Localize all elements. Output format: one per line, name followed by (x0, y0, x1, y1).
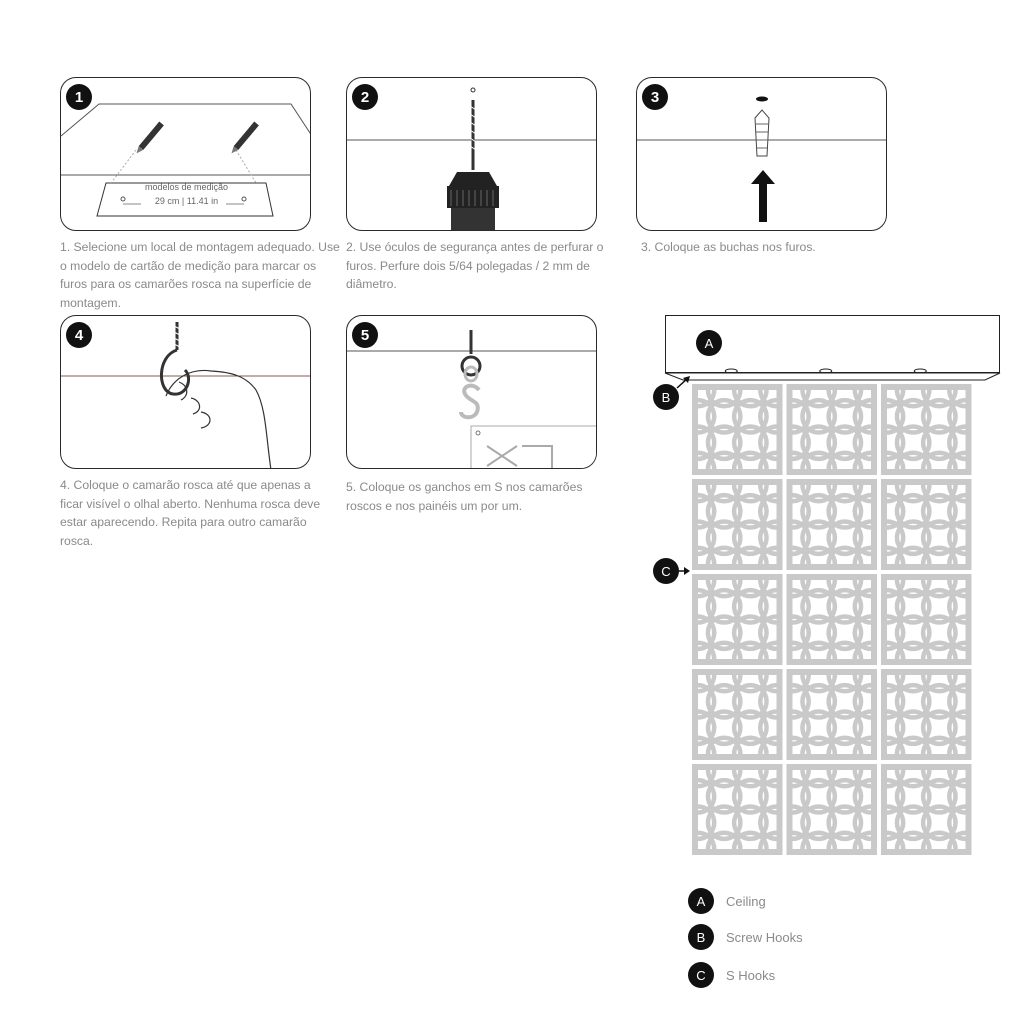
legend-item-s-hooks (688, 962, 775, 988)
legend-label: S Hooks (726, 967, 776, 983)
lattice-panel (682, 659, 793, 770)
lattice-panel (776, 469, 887, 580)
callout-s-hooks: C (653, 558, 679, 584)
ceiling-hole (914, 369, 926, 373)
step-5-caption: 5. Coloque os ganchos em S nos camarões roscos e nos painéis um por um. (346, 480, 583, 513)
arrow-c (678, 567, 690, 575)
lattice-panel (682, 469, 793, 580)
lattice-panel (871, 374, 982, 485)
legend-item-screw-hooks (688, 924, 803, 950)
step-2-badge: 2 (352, 84, 378, 110)
step-4-badge: 4 (66, 322, 92, 348)
callout-ceiling: A (696, 330, 722, 356)
lattice-panel (871, 469, 982, 580)
template-measure: 29 cm | 11.41 in (154, 196, 219, 206)
legend-badge: A (688, 888, 714, 914)
callout-screw-hooks: B (653, 384, 679, 410)
legend-badge: B (688, 924, 714, 950)
ceiling-hole (725, 369, 737, 373)
legend-item-ceiling (688, 888, 766, 914)
lattice-panel (776, 754, 887, 865)
lattice-panel (871, 564, 982, 675)
step-3-badge: 3 (642, 84, 668, 110)
step-1-badge: 1 (66, 84, 92, 110)
lattice-panel (682, 564, 793, 675)
lattice-panel (776, 374, 887, 485)
ceiling-hole (820, 369, 832, 373)
legend-label: Screw Hooks (726, 929, 803, 945)
lattice-panel (682, 374, 793, 485)
step-4-caption: 4. Coloque o camarão rosca até que apenas a ficar visível o olhal aberto. Nenhuma rosca deve estar aparecendo. Repita para outro camarão rosca. (60, 478, 321, 548)
lattice-panel (776, 659, 887, 770)
lattice-panel (871, 659, 982, 770)
template-title: modelos de medição (144, 182, 229, 192)
lattice-panel (776, 564, 887, 675)
step-1-caption: 1. Selecione um local de montagem adequado. Use o modelo de cartão de medição para marcar os furos para os camarões rosca na superfície de montagem. (60, 240, 340, 310)
legend-label: Ceiling (726, 893, 766, 909)
lattice-panel (682, 754, 793, 865)
step-3-caption: 3. Coloque as buchas nos furos. (641, 240, 816, 254)
step-2-caption: 2. Use óculos de segurança antes de perfurar o furos. Perfure dois 5/64 polegadas / 2 mm de diâmetro. (346, 240, 604, 291)
step-5-badge: 5 (352, 322, 378, 348)
lattice-panel (871, 754, 982, 865)
legend-badge: C (688, 962, 714, 988)
